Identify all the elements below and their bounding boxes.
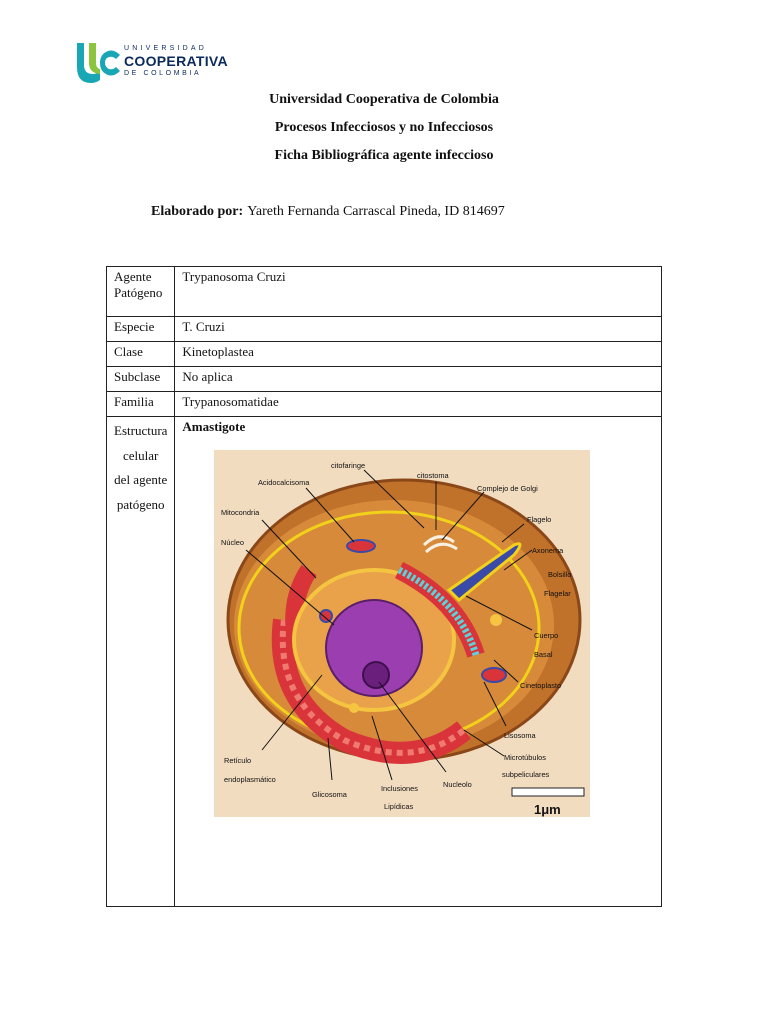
label-flagelar: Flagelar — [544, 589, 571, 598]
label-citostoma: citostoma — [417, 471, 449, 480]
label-nucleo: Núcleo — [221, 538, 245, 547]
label-basal: Basal — [534, 650, 553, 659]
label-mitocondria: Mitocondria — [221, 508, 260, 517]
label-flagelo: Flagelo — [527, 515, 552, 524]
author-name: Yareth Fernanda Carrascal Pineda, ID 814697 — [247, 204, 505, 219]
amastigote-diagram — [214, 450, 590, 817]
logo-mark-icon — [74, 41, 122, 85]
row-value: Trypanosomatidae — [175, 392, 662, 417]
row-key: Subclase — [107, 367, 175, 392]
lysosome-icon — [482, 668, 506, 682]
sheet-title: Ficha Bibliográfica agente infeccioso — [274, 148, 494, 163]
row-value: T. Cruzi — [175, 317, 662, 342]
scale-label: 1μm — [534, 802, 561, 817]
author-line — [151, 204, 505, 220]
label-glicosoma: Glicosoma — [312, 790, 347, 799]
row-value: Trypanosoma Cruzi — [175, 267, 662, 317]
label-reticulo: Retículo — [224, 756, 252, 765]
label-bolsillo: Bolsillo — [548, 570, 572, 579]
logo-line-1: UNIVERSIDAD — [124, 45, 208, 52]
nucleolus-icon — [363, 662, 389, 688]
row-value: No aplica — [175, 367, 662, 392]
table-row — [107, 367, 662, 392]
table-row — [107, 317, 662, 342]
label-lipidicas: Lipídicas — [384, 802, 414, 811]
label-cinetoplasto: Cinetoplasto — [520, 681, 562, 690]
university-logo — [74, 41, 228, 85]
label-acidocalcisoma: Acidocalcisoma — [258, 478, 310, 487]
label-nucleolo: Nucleolo — [443, 780, 472, 789]
label-lisosoma: Lisosoma — [504, 731, 536, 740]
logo-line-3: DE COLOMBIA — [124, 70, 202, 77]
table-row — [107, 267, 662, 317]
course-heading: Procesos Infecciosos y no Infecciosos — [274, 120, 494, 135]
author-label: Elaborado por: — [151, 204, 244, 219]
label-inclusiones: Inclusiones — [381, 784, 418, 793]
row-key: Agente Patógeno — [107, 267, 175, 317]
table-row — [107, 342, 662, 367]
logo-text — [124, 45, 228, 77]
glycosome-icon — [349, 703, 359, 713]
row-key: Familia — [107, 392, 175, 417]
label-golgi: Complejo de Golgi — [477, 484, 538, 493]
scale-bar — [512, 788, 584, 796]
row-value: Kinetoplastea — [175, 342, 662, 367]
label-axonema: Axonema — [532, 546, 564, 555]
logo-line-2: COOPERATIVA — [124, 53, 228, 69]
row-key: Especie — [107, 317, 175, 342]
label-microtubulos: Microtúbulos — [504, 753, 546, 762]
label-cuerpo: Cuerpo — [534, 631, 559, 640]
table-row — [107, 392, 662, 417]
label-endoplasmatico: endoplasmático — [224, 775, 276, 784]
structure-title: Amastigote — [175, 417, 662, 907]
university-heading: Universidad Cooperativa de Colombia — [269, 92, 499, 107]
label-subpeliculares: subpeliculares — [502, 770, 550, 779]
row-key: Clase — [107, 342, 175, 367]
label-citofaringe: citofaringe — [331, 461, 366, 470]
structure-key: Estructura celular del agente patógeno — [107, 417, 175, 907]
